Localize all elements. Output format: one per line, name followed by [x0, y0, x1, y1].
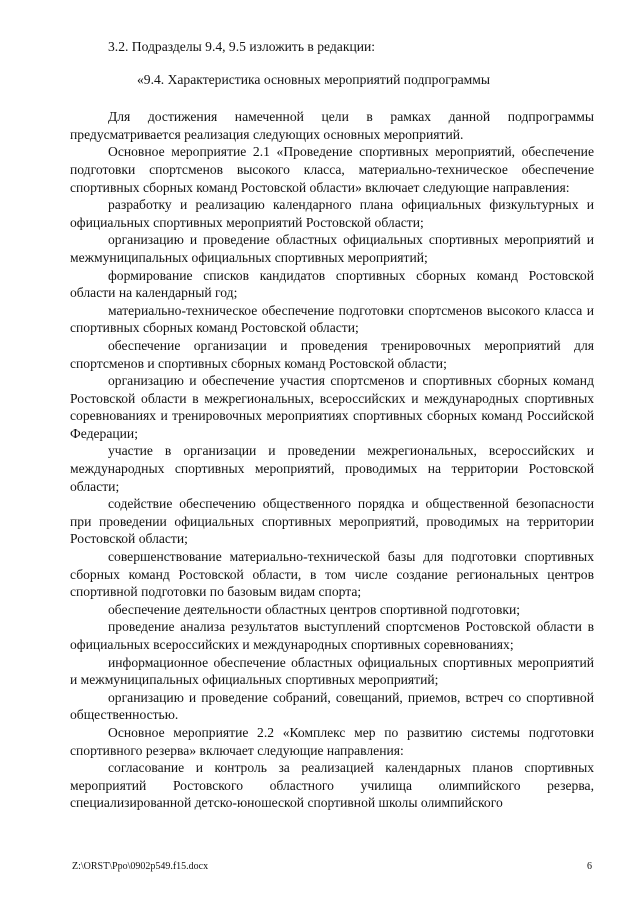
paragraph: материально-техническое обеспечение подготовки спортсменов высокого класса и спортивных сборных команд Ростовской области; [70, 302, 594, 336]
paragraph: проведение анализа результатов выступлений спортсменов Ростовской области в официальных всероссийских и международных спортивных соревнованиях; [70, 619, 594, 652]
paragraph: совершенствование материально-технической базы для подготовки спортивных сборных команд Ростовской области, в том числе создание региональных центров спортивной подготовки по базовым видам спорта; [70, 549, 594, 600]
section-heading: «9.4. Характеристика основных мероприятий подпрограммы [137, 71, 491, 87]
page-number: 6 [587, 861, 592, 872]
paragraph: организацию и обеспечение участия спортсменов и спортивных сборных команд Ростовской области в межрегиональных, всероссийских и международных спортивных соревнованиях и тренировочных мероприятиях спортивных сборных команд Российской Федерации; [70, 373, 594, 441]
footer-file-path: Z:\ORST\Ppo\0902p549.f15.docx [72, 861, 209, 872]
paragraph: содействие обеспечению общественного порядка и общественной безопасности при проведении официальных спортивных мероприятий, проводимых на территории Ростовской области; [70, 496, 594, 547]
document-body [70, 38, 594, 812]
paragraph: Основное мероприятие 2.1 «Проведение спортивных мероприятий, обеспечение подготовки спортсменов высокого класса, материально-техническое обеспечение спортивных сборных команд Ростовской области» включает следующие направления: [70, 144, 594, 195]
paragraph: согласование и контроль за реализацией календарных планов спортивных мероприятий Ростовского областного училища олимпийского резерва, специализированной детско-юношеской спортивной школы олимпийского [70, 760, 594, 811]
paragraph: информационное обеспечение областных официальных спортивных мероприятий и межмуниципальных официальных спортивных мероприятий; [70, 654, 594, 688]
paragraph: обеспечение деятельности областных центров спортивной подготовки; [108, 601, 521, 617]
paragraph: формирование списков кандидатов спортивных сборных команд Ростовской области на календарный год; [70, 267, 594, 301]
paragraph: участие в организации и проведении межрегиональных, всероссийских и международных спортивных мероприятий, проводимых на территории Ростовской области; [70, 443, 594, 494]
paragraph: организацию и проведение областных официальных спортивных мероприятий и межмуниципальных официальных спортивных мероприятий; [70, 232, 594, 265]
paragraph: Для достижения намеченной цели в рамках данной подпрограммы предусматривается реализация следующих основных мероприятий. [70, 109, 594, 142]
paragraph: Основное мероприятие 2.2 «Комплекс мер по развитию системы подготовки спортивного резерва» включает следующие направления: [70, 724, 594, 758]
paragraph: организацию и проведение собраний, совещаний, приемов, встреч со спортивной общественностью. [70, 689, 594, 723]
paragraph: обеспечение организации и проведения тренировочных мероприятий для спортсменов и спортивных сборных команд Ростовской области; [70, 337, 594, 371]
paragraph: разработку и реализацию календарного плана официальных физкультурных и официальных спортивных мероприятий Ростовской области; [70, 197, 594, 230]
intro-line: 3.2. Подразделы 9.4, 9.5 изложить в редакции: [108, 39, 376, 54]
